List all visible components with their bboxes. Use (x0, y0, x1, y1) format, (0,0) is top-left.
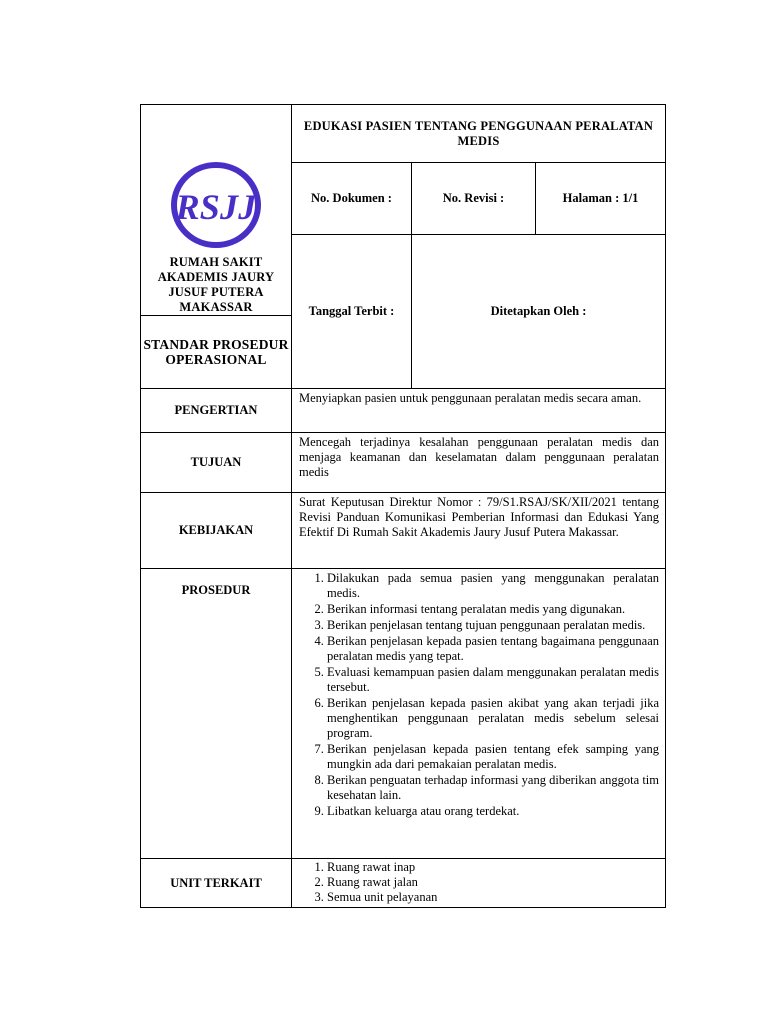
unit-terkait-label: UNIT TERKAIT (141, 859, 292, 908)
prosedur-step: 2. Berikan informasi tentang peralatan medis yang digunakan. (327, 602, 659, 617)
prosedur-step: 9. Libatkan keluarga atau orang terdekat. (327, 804, 659, 819)
kebijakan-text: Surat Keputusan Direktur Nomor : 79/S1.RSAJ/SK/XII/2021 tentang Revisi Panduan Komunikasi Pemberian Informasi dan Edukasi Yang Efektif Di Rumah Sakit Akademis Jaury Jusuf Putera Makassar. (292, 493, 666, 569)
pengertian-label: PENGERTIAN (141, 389, 292, 433)
prosedur-step: 3. Berikan penjelasan tentang tujuan penggunaan peralatan medis. (327, 618, 659, 633)
prosedur-step: 7. Berikan penjelasan kepada pasien tentang efek samping yang mungkin ada dari pemakaian peralatan medis. (327, 742, 659, 772)
unit-item: 2. Ruang rawat jalan (327, 875, 659, 890)
prosedur-label: PROSEDUR (141, 569, 292, 859)
unit-item: 1. Ruang rawat inap (327, 860, 659, 875)
prosedur-step: 8. Berikan penguatan terhadap informasi yang diberikan anggota tim kesehatan lain. (327, 773, 659, 803)
no-revisi: No. Revisi : (412, 163, 536, 235)
document-title: EDUKASI PASIEN TENTANG PENGGUNAAN PERALATAN MEDIS (292, 105, 666, 163)
unit-terkait-list (299, 860, 659, 905)
halaman: Halaman : 1/1 (536, 163, 666, 235)
prosedur-step: 1. Dilakukan pada semua pasien yang menggunakan peralatan medis. (327, 571, 659, 601)
hospital-name: RUMAH SAKIT AKADEMIS JAURY JUSUF PUTERA MAKASSAR (157, 255, 275, 314)
hospital-logo (170, 161, 262, 249)
logo-lettering: RSJJ (175, 187, 257, 227)
unit-terkait-cell (292, 859, 666, 908)
pengertian-text: Menyiapkan pasien untuk penggunaan peralatan medis secara aman. (292, 389, 666, 433)
unit-item: 3. Semua unit pelayanan (327, 890, 659, 905)
tujuan-text: Mencegah terjadinya kesalahan penggunaan peralatan medis dan menjaga keamanan dan keselamatan dalam penggunaan peralatan medis (292, 433, 666, 493)
prosedur-cell (292, 569, 666, 859)
sop-table (140, 104, 666, 908)
prosedur-step: 4. Berikan penjelasan kepada pasien tentang bagaimana penggunaan peralatan medis yang tepat. (327, 634, 659, 664)
no-dokumen: No. Dokumen : (292, 163, 412, 235)
tanggal-terbit: Tanggal Terbit : (292, 235, 412, 389)
kebijakan-label: KEBIJAKAN (141, 493, 292, 569)
prosedur-step: 6. Berikan penjelasan kepada pasien akibat yang akan terjadi jika menghentikan penggunaan peralatan medis sebelum selesai program. (327, 696, 659, 741)
tujuan-label: TUJUAN (141, 433, 292, 493)
sop-label: STANDAR PROSEDUR OPERASIONAL (141, 316, 292, 389)
prosedur-step: 5. Evaluasi kemampuan pasien dalam menggunakan peralatan medis tersebut. (327, 665, 659, 695)
prosedur-list (299, 571, 659, 819)
hospital-cell (141, 105, 292, 316)
ditetapkan-oleh: Ditetapkan Oleh : (412, 235, 666, 389)
